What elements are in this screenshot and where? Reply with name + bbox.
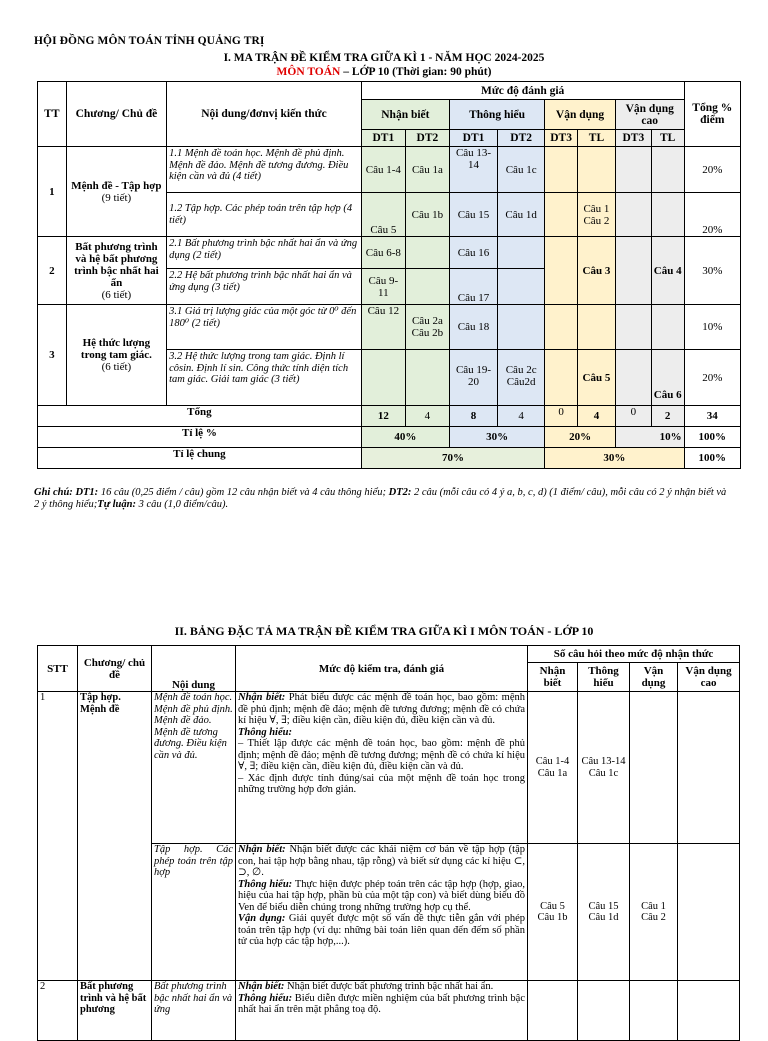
common-b: 30% [545, 448, 684, 469]
r3-chapter-hours: (6 tiết) [101, 361, 132, 373]
note-tl-text: 3 câu (1,0 điểm/câu). [135, 499, 229, 510]
r3b-vdc-dt3 [615, 350, 651, 406]
sum-vd-dt3: 0 [545, 406, 578, 427]
spec-r1b-nb [528, 844, 578, 981]
spec-r1b-th-text: Thực hiện được phép toán trên các tập hợp (hợp, giao, hiệu của hai tập hợp, phần bù của một tập con) và biết dùng biểu đồ Ven để biểu diễn chúng trong những trường hợp cụ thể. [238, 878, 525, 913]
r2-vd-tl: Câu 3 [578, 237, 616, 305]
r2b-th-dt2 [498, 269, 545, 305]
sum-nb-dt2: 4 [405, 406, 449, 427]
spec-r1b-desc [236, 844, 528, 981]
r3b-percent: 20% [684, 350, 740, 406]
r3a-th-dt2 [498, 305, 545, 350]
r1b-percent: 20% [684, 193, 740, 237]
matrix-table [37, 81, 741, 469]
h-vd-dt3: DT3 [545, 130, 578, 147]
r1a-th-dt1: Câu 13-14 [449, 147, 497, 193]
r2-vd-dt3 [545, 237, 578, 305]
spec-r1b-th [578, 844, 630, 981]
spec-h-th: Thông hiểu [578, 663, 630, 692]
spec-r1a-nb-label: Nhận biết: [238, 692, 286, 703]
spec-h-vdc: Vận dụng cao [678, 663, 740, 692]
matrix-title: I. MA TRẬN ĐỀ KIỂM TRA GIỮA KÌ 1 - NĂM HỌC 2024-2025 [223, 52, 545, 64]
spec-r1a-th-b: Câu 1c [588, 767, 619, 779]
r3a-vdc-tl [651, 305, 684, 350]
spec-r2-desc [236, 981, 528, 1041]
common-total: 100% [684, 448, 740, 469]
r1-chapter [66, 147, 166, 237]
r1b-vdc-tl [651, 193, 684, 237]
sum-vdc-dt3: 0 [615, 406, 651, 427]
h-vdc-dt3: DT3 [615, 130, 651, 147]
council-name: HỘI ĐỒNG MÔN TOÁN TỈNH QUẢNG TRỊ [34, 35, 265, 47]
r1a-nb-dt1: Câu 1-4 [361, 147, 405, 193]
spec-r2-th-label: Thông hiểu: [238, 992, 293, 1004]
spec-title: II. BẢNG ĐẶC TẢ MA TRẬN ĐỀ KIỂM TRA GIỮA KÌ I MÔN TOÁN - LỚP 10 [174, 624, 594, 638]
h-th: Thông hiểu [449, 100, 544, 130]
r2b-th-dt1: Câu 17 [449, 269, 497, 305]
spec-r2-chapter: Bất phương trình và hệ bất phương [78, 981, 152, 1041]
spec-r1b-nb-text: Nhận biết được các khái niệm cơ bản về tập hợp (tập con, hai tập hợp bằng nhau, tập rỗng) và biết sử dụng các kí hiệu ⊂, ⊃, ∅. [238, 844, 525, 878]
spec-r1-stt: 1 [38, 692, 78, 981]
spec-r1a-th-a: Câu 13-14 [581, 756, 626, 767]
r2-percent: 30% [684, 237, 740, 305]
rate-label: Tỉ lệ % [38, 427, 362, 448]
spec-r2-stt: 2 [38, 981, 78, 1041]
spec-h-stt: STT [38, 646, 78, 692]
r3a-vd-dt3 [545, 305, 578, 350]
spec-r1b-vd-b: Câu 2 [641, 912, 666, 923]
r1b-vd-tl [578, 193, 616, 237]
r1b-nb-dt2: Câu 1b [405, 193, 449, 237]
spec-r1b-vdc [678, 844, 740, 981]
h-vdc: Vận dụng cao [615, 100, 684, 130]
h-level: Mức độ đánh giá [361, 82, 684, 100]
r3a-vdc-dt3 [615, 305, 651, 350]
r3b-vdc-tl: Câu 6 [651, 350, 684, 406]
r1a-vdc-tl [651, 147, 684, 193]
spec-r1a-nb-text: Phát biểu được các mệnh đề toán học, bao gồm: mệnh đề phủ định; mệnh đề đảo; mệnh đề tương đương; mệnh đề có chứa kí hiệu ∀, ∃; điều kiện cần, điều kiện đủ, điều kiện cần và đủ. [238, 692, 525, 726]
spec-r2-vd [630, 981, 678, 1041]
r3-chapter [66, 305, 166, 406]
r3b-nb-dt1 [361, 350, 405, 406]
r3a-th-dt1: Câu 18 [449, 305, 497, 350]
r3b-nb-dt2 [405, 350, 449, 406]
note-label: Ghi chú: [34, 487, 76, 498]
r1a-content: 1.1 Mệnh đề toán học. Mệnh đề phủ định. Mệnh đề đảo. Mệnh đề tương đương. Điều kiện cần và đủ (4 tiết) [167, 147, 362, 193]
spec-r1b-vd-text: Giải quyết được một số vấn đề thực tiễn gắn với phép toán trên tập hợp (ví dụ: những bài toán liên quan đến đếm số phần tử của hợp các tập hợp,...). [238, 913, 525, 947]
h-nb: Nhận biết [361, 100, 449, 130]
spec-r1b-nb-label: Nhận biết: [238, 844, 286, 855]
spec-r2-nb-label: Nhận biết: [238, 981, 285, 992]
spec-r1b-vd-label: Vận dụng: [238, 913, 286, 924]
r1b-vd-a: Câu 1 [583, 202, 610, 215]
spec-r1b-content: Tập hợp. Các phép toán trên tập hợp [152, 844, 236, 981]
spec-r1a-desc [236, 692, 528, 844]
r2b-nb-dt1: Câu 9-11 [361, 269, 405, 305]
spec-r1b-vd-a: Câu 1 [641, 900, 666, 912]
spec-r1b-th-b: Câu 1d [588, 912, 619, 923]
r2a-nb-dt2 [405, 237, 449, 269]
r3b-content: 3.2 Hệ thức lượng trong tam giác. Định lí côsin. Định lí sin. Công thức tính diện tích tam giác. Giải tam giác (3 tiết) [167, 350, 362, 406]
r3b-th-dt2-b: Câu2d [506, 376, 536, 388]
spec-r1a-th [578, 692, 630, 844]
rate-vd: 20% [545, 427, 616, 448]
spec-r1a-vdc [678, 692, 740, 844]
subject-line [0, 66, 768, 78]
spec-r1a-th-label: Thông hiểu: [238, 726, 292, 738]
h-vd-tl: TL [578, 130, 616, 147]
r1a-percent: 20% [684, 147, 740, 193]
r2-tt: 2 [38, 237, 67, 305]
r3a-vd-tl [578, 305, 616, 350]
r1b-th-dt1: Câu 15 [449, 193, 497, 237]
spec-r1b-th-a: Câu 15 [588, 900, 619, 912]
r3b-th-dt1: Câu 19-20 [449, 350, 497, 406]
h-chapter: Chương/ Chủ đề [66, 82, 166, 147]
r1-chapter-name: Mệnh đề - Tập hợp [71, 179, 162, 192]
sum-label: Tổng [38, 406, 362, 427]
h-nb-dt1: DT1 [361, 130, 405, 147]
spec-r2-th-text: Biểu diễn được miền nghiệm của bất phương trình bậc nhất hai ẩn trên mặt phẳng toạ độ. [238, 992, 525, 1015]
r3b-vd-dt3 [545, 350, 578, 406]
r2b-nb-dt2 [405, 269, 449, 305]
spec-r1a-th-text1: – Thiết lập được các mệnh đề toán học, bao gồm: mệnh đề phủ định; mệnh đề đảo; mệnh đề tương đương; mệnh đề có chứa kí hiệu ∀, ∃; điều kiện cần, điều kiện đủ, điều kiện cần và đủ. [238, 738, 525, 772]
r3a-content: 3.1 Giá trị lượng giác của một góc từ 0⁰ đến 180⁰ (2 tiết) [167, 305, 362, 350]
sum-th-dt1: 8 [449, 406, 497, 427]
r1b-th-dt2: Câu 1d [498, 193, 545, 237]
sum-total: 34 [684, 406, 740, 427]
h-nb-dt2: DT2 [405, 130, 449, 147]
r1b-content: 1.2 Tập hợp. Các phép toán trên tập hợp (4 tiết) [167, 193, 362, 237]
r2-vdc-dt3 [615, 237, 651, 305]
r3a-nb-dt2 [405, 305, 449, 350]
note-dt1-text: 16 câu (0,25 điểm / câu) gồm 12 câu nhận biết và 4 câu thông hiểu; [98, 487, 389, 498]
h-tt: TT [38, 82, 67, 147]
r1a-vd-dt3 [545, 147, 578, 193]
r2-chapter-hours: (6 tiết) [101, 288, 132, 301]
h-th-dt1: DT1 [449, 130, 497, 147]
note-dt2-text: 2 câu (mỗi câu có 4 ý a, b, c, d) (1 điểm/ câu), mỗi câu có 2 ý nhận biết và 2 ý thông hiểu; [34, 487, 727, 510]
h-content: Nội dung/đơnvị kiến thức [167, 82, 362, 147]
spec-r1a-nb [528, 692, 578, 844]
rate-total: 100% [684, 427, 740, 448]
spec-r1a-th-text2: – Xác định được tính đúng/sai của một mệnh đề toán học trong những trường hợp đơn giản. [238, 772, 525, 795]
r3a-nb-dt2-a: Câu 2a [411, 315, 443, 327]
rate-nb: 40% [361, 427, 449, 448]
note-dt1: DT1: [75, 487, 99, 498]
r3-chapter-name: Hệ thức lượng trong tam giác. [80, 337, 152, 361]
r3a-nb-dt1: Câu 12 [361, 305, 405, 350]
spec-h-nb: Nhận biết [528, 663, 578, 692]
common-a: 70% [361, 448, 544, 469]
h-total: Tổng % điểm [684, 82, 740, 147]
spec-table [37, 645, 740, 1041]
sum-vd-tl: 4 [578, 406, 616, 427]
r1b-nb-dt1: Câu 5 [361, 193, 405, 237]
subject-rest: – LỚP 10 (Thời gian: 90 phút) [340, 66, 492, 78]
spec-r2-th [578, 981, 630, 1041]
r2a-th-dt2 [498, 237, 545, 269]
note-dt2: DT2: [388, 487, 412, 498]
r2a-th-dt1: Câu 16 [449, 237, 497, 269]
spec-h-chapter: Chương/ chủ đề [78, 646, 152, 692]
r1-chapter-hours: (9 tiết) [101, 191, 132, 204]
subject-red: MÔN TOÁN [276, 66, 341, 78]
r1a-vdc-dt3 [615, 147, 651, 193]
r2-chapter [66, 237, 166, 305]
r2b-content: 2.2 Hệ bất phương trình bậc nhất hai ẩn và ứng dụng (3 tiết) [167, 269, 362, 305]
r2-chapter-name: Bất phương trình và hệ bất phương trình bậc nhất hai ẩn [74, 240, 159, 289]
spec-r2-nb [528, 981, 578, 1041]
r1a-nb-dt2: Câu 1a [405, 147, 449, 193]
rate-vdc: 10% [615, 427, 684, 448]
r2a-nb-dt1: Câu 6-8 [361, 237, 405, 269]
common-label: Tỉ lệ chung [38, 448, 362, 469]
spec-r2-nb-text: Nhận biết được bất phương trình bậc nhất hai ẩn. [284, 981, 494, 992]
r1b-vdc-dt3 [615, 193, 651, 237]
r3a-nb-dt2-b: Câu 2b [411, 327, 444, 339]
note-tl: Tự luận: [97, 499, 136, 510]
rate-th: 30% [449, 427, 544, 448]
r1a-vd-tl [578, 147, 616, 193]
sum-th-dt2: 4 [498, 406, 545, 427]
r1b-vd-b: Câu 2 [583, 214, 610, 227]
spec-r1a-nb-b: Câu 1a [537, 767, 568, 779]
r3a-percent: 10% [684, 305, 740, 350]
r1a-th-dt2: Câu 1c [498, 147, 545, 193]
h-th-dt2: DT2 [498, 130, 545, 147]
spec-r2-content: Bất phương trình bậc nhất hai ẩn và ứng [152, 981, 236, 1041]
r3-tt: 3 [38, 305, 67, 406]
spec-r1b-th-label: Thông hiểu: [238, 878, 293, 890]
sum-vdc-tl: 2 [651, 406, 684, 427]
spec-r2-vdc [678, 981, 740, 1041]
h-vd: Vận dụng [545, 100, 616, 130]
spec-r1b-vd [630, 844, 678, 981]
r3b-th-dt2 [498, 350, 545, 406]
spec-r1a-nb-a: Câu 1-4 [535, 756, 570, 767]
r1b-vd-dt3 [545, 193, 578, 237]
spec-r1a-vd [630, 692, 678, 844]
spec-r1b-nb-a: Câu 5 [540, 900, 565, 912]
r1-tt: 1 [38, 147, 67, 237]
spec-h-count: Số câu hỏi theo mức độ nhận thức [528, 646, 740, 663]
spec-r1a-content: Mệnh đề toán học. Mệnh đề phủ định. Mệnh đề đảo. Mệnh đề tương đương. Điều kiện cần và đủ. [152, 692, 236, 844]
spec-h-vd: Vận dụng [630, 663, 678, 692]
h-vdc-tl: TL [651, 130, 684, 147]
sum-nb-dt1: 12 [361, 406, 405, 427]
r2a-content: 2.1 Bất phương trình bậc nhất hai ẩn và ứng dụng (2 tiết) [167, 237, 362, 269]
footnote [34, 487, 734, 511]
r3b-th-dt2-a: Câu 2c [505, 364, 537, 376]
r2-vdc-tl: Câu 4 [651, 237, 684, 305]
spec-r1-chapter: Tập hợp. Mệnh đề [78, 692, 152, 981]
spec-h-level: Mức độ kiểm tra, đánh giá [236, 646, 528, 692]
spec-r1b-nb-b: Câu 1b [537, 912, 568, 923]
spec-h-content: Nội dung [152, 646, 236, 692]
r3b-vd-tl: Câu 5 [578, 350, 616, 406]
